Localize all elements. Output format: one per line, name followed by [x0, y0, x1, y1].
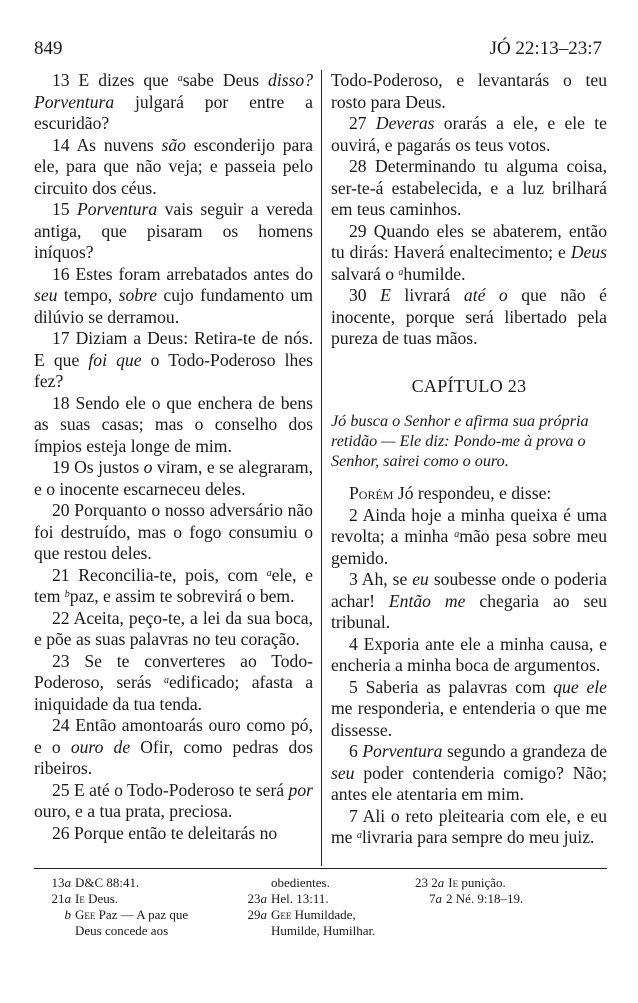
footnote-label: 29a [247, 907, 267, 922]
footnotes-col-1 [44, 875, 229, 939]
footnote-text: Gee Humildade, [271, 907, 356, 922]
verse-number: 15 [52, 199, 78, 219]
footnote-marker[interactable]: a [177, 73, 183, 84]
right-column-verses-top [331, 70, 607, 350]
italic-word: Porventura [77, 199, 158, 219]
italic-word: sobre [118, 285, 158, 305]
verse-number: 28 [349, 156, 376, 176]
footnote [415, 875, 605, 891]
footnote-marker[interactable]: a [266, 567, 272, 579]
verse: 21 Reconcilia-te, pois, com $^a$ele, e tem $^b$paz, e assim te sobrevirá o bem. [34, 564, 313, 606]
italic-word: E [380, 285, 391, 305]
left-column [34, 70, 313, 844]
footnote-marker[interactable]: a [356, 830, 362, 841]
verse-number: 6 [349, 741, 363, 761]
verse-number: 23 [52, 650, 85, 671]
verse: 22 Aceita, peço-te, a lei da sua boca, e põe as suas palavras no teu coração. [34, 607, 313, 649]
italic-word: que [553, 676, 579, 697]
footnote-text: Hel. 13:11. [271, 891, 329, 906]
verse: 7 Ali o reto pleitearia com ele, e eu me $^a$livraria para sempre do meu juiz. [331, 805, 607, 847]
verse-number: 20 [52, 500, 75, 520]
verse: 26 Porque então te deleitarás no [52, 822, 278, 843]
verse: 25 E até o Todo-Poderoso te será por ouro, e a tua prata, preciosa. [34, 779, 313, 821]
footnote [44, 875, 229, 891]
verse: 16 Estes foram arrebatados antes do seu tempo, sobre cujo fundamento um dilúvio se derramou. [34, 263, 313, 327]
verse: Porém Jó respondeu, e disse: [349, 483, 552, 503]
italic-word: foi que [88, 349, 142, 370]
footnote [44, 891, 229, 907]
footnotes-col-2 [240, 875, 410, 939]
verse-number: 4 [349, 633, 364, 654]
verse-number: 21 [52, 564, 79, 585]
footnotes-col-3 [415, 875, 605, 907]
verse-number: 26 [52, 822, 74, 843]
italic-word: Deveras [375, 113, 435, 133]
verse: 6 Porventura segundo a grandeza de seu poder contenderia comigo? Não; antes ele atentaria em mim. [331, 741, 607, 804]
verse-number: 24 [52, 715, 76, 735]
footnote-marker[interactable]: a [454, 529, 460, 540]
footnote-label: 23 2a [415, 875, 445, 890]
footnote-text: Ie punição. [448, 875, 506, 890]
verse: 15 Porventura vais seguir a vereda antiga, que pisaram os homens iníquos? [34, 199, 313, 262]
italic-word: por [288, 779, 313, 800]
footnote-text: Ie Deus. [75, 891, 119, 906]
verse: 27 Deveras orarás a ele, e ele te ouvirá, e pagarás os teus votos. [331, 113, 607, 155]
italic-word: o [143, 457, 153, 477]
verse: 2 Ainda hoje a minha queixa é uma revolta; a minha $^a$mão pesa sobre meu gemido. [331, 504, 607, 568]
italic-word: seu [34, 285, 58, 305]
footnote-rule [34, 868, 607, 869]
verse: 4 Exporia ante ele a minha causa, e encheria a minha boca de argumentos. [331, 633, 607, 675]
verse: 14 As nuvens são esconderijo para ele, para que não veja; e passeia pelo circuito dos céus. [34, 134, 313, 198]
page-number: 849 [34, 38, 63, 59]
footnote-label: b [64, 907, 71, 922]
footnote-marker[interactable]: a [163, 675, 169, 686]
verse: 3 Ah, se eu soubesse onde o poderia achar! Então me chegaria ao seu tribunal. [331, 569, 607, 632]
footnote [240, 891, 410, 907]
footnote-text: obedientes. [271, 875, 330, 890]
verse: Todo-Poderoso, e levantarás o teu rosto para Deus. [331, 70, 607, 112]
footnote-text: Humilde, Humilhar. [271, 923, 376, 938]
footnote-text: Gee Paz — A paz que [75, 907, 189, 922]
footnote [415, 891, 605, 907]
footnote-text: D&C 88:41. [75, 875, 140, 890]
footnote-marker[interactable]: b [64, 589, 70, 600]
verse: 18 Sendo ele o que enchera de bens as suas casas; mas o conselho dos ímpios esteja longe de mim. [34, 392, 314, 456]
italic-word: Porventura [34, 91, 115, 112]
italic-word: Porventura [362, 741, 443, 761]
footnote-label: 13a [51, 875, 71, 890]
footnote [240, 907, 410, 923]
footnote-marker[interactable]: a [398, 266, 404, 278]
verse-number: 14 [52, 134, 77, 155]
verse-number: 27 [349, 113, 376, 133]
footnote-label: 7a [429, 891, 442, 906]
italic-word: Então me [388, 590, 466, 611]
italic-word: disso? [268, 70, 314, 90]
verse: 29 Quando eles se abaterem, então tu dirás: Haverá enaltecimento; e Deus salvará o $^a$humilde. [331, 220, 607, 284]
right-column [331, 70, 607, 849]
verse-number: 17 [52, 328, 76, 348]
running-header [34, 38, 602, 62]
footnote-label: 21a [51, 891, 71, 906]
verse-number: 5 [349, 676, 366, 697]
verse: 19 Os justos o viram, e se alegraram, e o inocente escarneceu deles. [34, 457, 313, 499]
footnote-text: 2 Né. 9:18–19. [446, 891, 524, 906]
verse-number: 13 [52, 70, 79, 90]
footnote-text: Deus concede aos [75, 923, 169, 938]
italic-word: ouro de [70, 736, 131, 757]
running-reference: JÓ 22:13–23:7 [489, 38, 602, 59]
right-column-verses-bottom [331, 483, 607, 849]
italic-word: Deus [570, 242, 607, 262]
italic-word: são [161, 134, 186, 155]
verse: 24 Então amontoarás ouro como pó, e o ouro de Ofir, como pedras dos ribeiros. [34, 715, 313, 778]
italic-word: ele [586, 676, 607, 697]
verse: 13 E dizes que $^a$sabe Deus disso? Porventura julgará por entre a escuridão? [34, 70, 314, 133]
verse-number: 3 [349, 569, 362, 589]
verse-number: 7 [349, 805, 363, 826]
verse-number: 2 [349, 504, 363, 525]
verse-number: 30 [349, 285, 381, 305]
footnote [240, 875, 410, 891]
verse: 23 Se te converteres ao Todo-Poderoso, serás $^a$edificado; afasta a iniquidade da tua tenda. [34, 650, 314, 714]
footnote [44, 923, 229, 939]
verse: 28 Determinando tu alguma coisa, ser-te-á estabelecida, e a luz brilhará em teus caminhos. [331, 156, 607, 219]
verse-number: 18 [52, 392, 76, 413]
footnote-label: 23a [247, 891, 267, 906]
chapter-title: CAPÍTULO 23 [411, 375, 527, 396]
verse: 5 Saberia as palavras com que ele me responderia, e entenderia o que me dissesse. [331, 676, 607, 740]
verse-number: 19 [52, 457, 75, 477]
italic-word: seu [331, 762, 355, 783]
italic-word: até o [463, 285, 508, 305]
verse-number: 22 [52, 607, 74, 628]
italic-word: eu [412, 569, 429, 589]
chapter-opening-word: Porém [349, 483, 394, 503]
verse-number: 29 [349, 220, 374, 241]
footnote [44, 907, 229, 923]
column-divider [321, 70, 322, 866]
verse: 20 Porquanto o nosso adversário não foi destruído, mas o fogo consumiu o que restou deles. [34, 500, 313, 563]
chapter-summary: Jó busca o Senhor e afirma sua própria retidão — Ele diz: Pondo-me à prova o Senhor, sairei como o ouro. [331, 412, 589, 470]
verse: 17 Diziam a Deus: Retira-te de nós. E que foi que o Todo-Poderoso lhes fez? [34, 328, 313, 391]
verse: 30 E livrará até o que não é inocente, porque será libertado pela pureza de tuas mãos. [331, 285, 607, 348]
footnote [240, 923, 410, 939]
verse-number: 16 [52, 263, 76, 284]
verse-number: 25 [52, 779, 75, 800]
